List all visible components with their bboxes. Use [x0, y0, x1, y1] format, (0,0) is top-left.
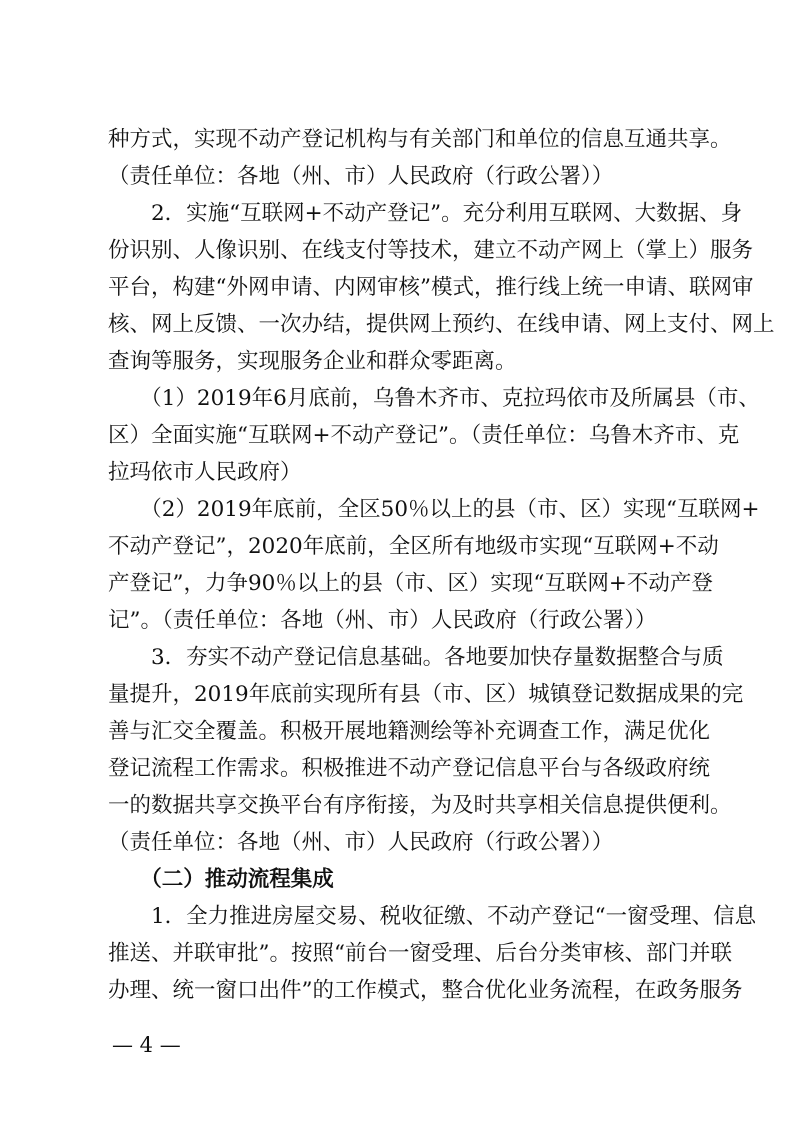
- text-line: 查询等服务，实现服务企业和群众零距离。: [108, 349, 517, 374]
- text-line: 拉玛依市人民政府）: [108, 460, 302, 485]
- text-line: （2）2019年底前，全区50％以上的县（市、区）实现“互联网+: [108, 497, 760, 522]
- text-line: 产登记”，力争90％以上的县（市、区）实现“互联网+不动产登: [108, 571, 713, 596]
- text-line: 办理、统一窗口出件”的工作模式，整合优化业务流程，在政务服务: [108, 978, 743, 1003]
- text-line: 3．夯实不动产登记信息基础。各地要加快存量数据整合与质: [108, 645, 724, 670]
- text-line: （责任单位：各地（州、市）人民政府（行政公署））: [108, 164, 614, 189]
- text-line: 平台，构建“外网申请、内网审核”模式，推行线上统一申请、联网审: [108, 275, 754, 300]
- text-line: 种方式，实现不动产登记机构与有关部门和单位的信息互通共享。: [108, 127, 732, 152]
- text-line: 区）全面实施“互联网+不动产登记”。（责任单位：乌鲁木齐市、克: [108, 423, 740, 448]
- text-line: （责任单位：各地（州、市）人民政府（行政公署））: [108, 830, 614, 855]
- text-line: 善与汇交全覆盖。积极开展地籍测绘等补充调查工作，满足优化: [108, 719, 711, 744]
- text-line: 不动产登记”，2020年底前，全区所有地级市实现“互联网+不动: [108, 534, 719, 559]
- text-line: 2．实施“互联网+不动产登记”。充分利用互联网、大数据、身: [108, 201, 743, 226]
- text-line: 核、网上反馈、一次办结，提供网上预约、在线申请、网上支付、网上: [108, 312, 775, 337]
- text-line: （1）2019年6月底前，乌鲁木齐市、克拉玛依市及所属县（市、: [108, 386, 760, 411]
- section-heading: （二）推动流程集成: [108, 867, 334, 892]
- page-number: — 4 —: [112, 1033, 181, 1057]
- text-line: 一的数据共享交换平台有序衔接，为及时共享相关信息提供便利。: [108, 793, 732, 818]
- text-line: 1．全力推进房屋交易、税收征缴、不动产登记“一窗受理、信息: [108, 904, 757, 929]
- text-line: 记”。（责任单位：各地（州、市）人民政府（行政公署））: [108, 608, 657, 633]
- text-line: 量提升，2019年底前实现所有县（市、区）城镇登记数据成果的完: [108, 682, 744, 707]
- text-line: 推送、并联审批”。按照“前台一窗受理、后台分类审核、部门并联: [108, 941, 732, 966]
- text-line: 份识别、人像识别、在线支付等技术，建立不动产网上（掌上）服务: [108, 238, 754, 263]
- text-line: 登记流程工作需求。积极推进不动产登记信息平台与各级政府统: [108, 756, 711, 781]
